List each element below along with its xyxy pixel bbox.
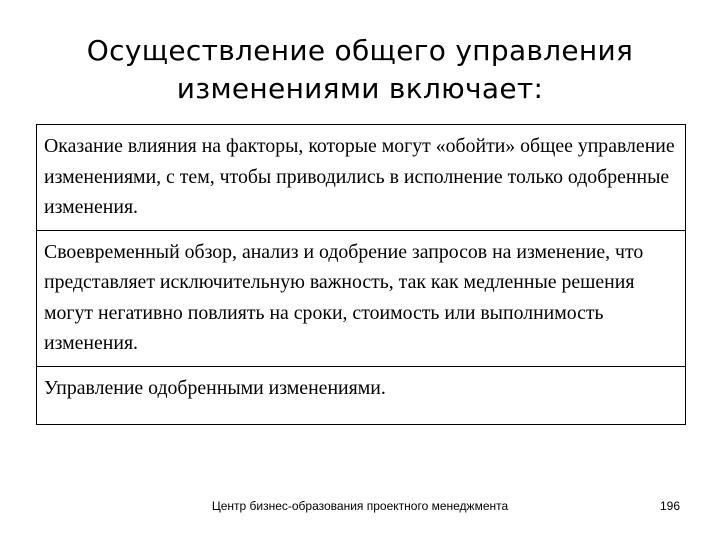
table-cell: Своевременный обзор, анализ и одобрение запросов на изменение, что представляет исключительную важность, так как медленные решения могут негативно повлиять на сроки, стоимость или выполнимость изменения. (37, 230, 686, 366)
table-cell: Управление одобренными изменениями. (37, 366, 686, 424)
table-cell: Оказание влияния на факторы, которые могут «обойти» общее управление изменениями, с тем, чтобы приводились в исполнение только одобренные изменения. (37, 125, 686, 231)
slide-title: Осуществление общего управления изменениями включает: (86, 34, 634, 105)
table-row (37, 230, 686, 366)
table-row (37, 125, 686, 231)
content-table (36, 124, 686, 425)
page-number: 196 (659, 499, 680, 513)
footer-organization: Центр бизнес-образования проектного менеджмента (211, 499, 509, 513)
table-row (37, 366, 686, 424)
